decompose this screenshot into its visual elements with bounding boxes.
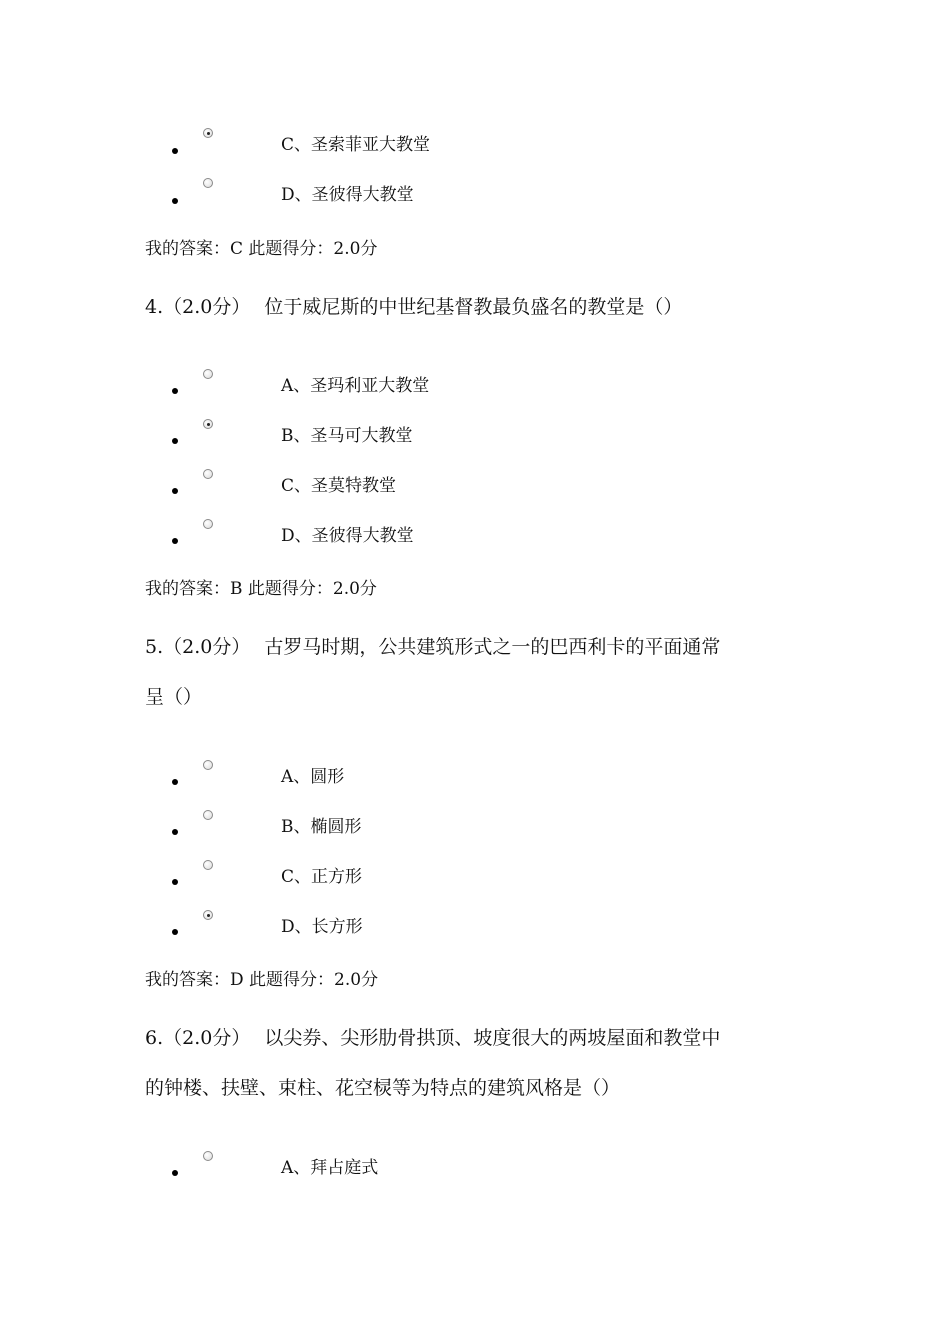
q5-question-line1 xyxy=(145,635,720,659)
radio-unselected-icon[interactable] xyxy=(203,860,213,870)
list-bullet xyxy=(172,538,178,544)
option-label: A、圣玛利亚大教堂 xyxy=(281,376,430,396)
question-text: 古罗马时期，公共建筑形式之一的巴西利卡的平面通常 xyxy=(264,636,721,658)
list-bullet xyxy=(172,148,178,154)
q4-question xyxy=(145,295,682,319)
question-text: 以尖券、尖形肋骨拱顶、坡度很大的两坡屋面和教堂中 xyxy=(264,1027,721,1049)
radio-unselected-icon[interactable] xyxy=(203,1151,213,1161)
option-label: A、拜占庭式 xyxy=(281,1158,379,1178)
question-number: 4. xyxy=(145,296,164,318)
list-bullet xyxy=(172,1170,178,1176)
radio-selected-icon[interactable] xyxy=(203,128,213,138)
list-bullet xyxy=(172,438,178,444)
q5-question-line2: 呈（） xyxy=(145,686,203,708)
list-bullet xyxy=(172,388,178,394)
question-number: 5. xyxy=(145,636,164,658)
radio-selected-icon[interactable] xyxy=(203,910,213,920)
radio-unselected-icon[interactable] xyxy=(203,519,213,529)
option-label: B、圣马可大教堂 xyxy=(281,426,413,446)
radio-unselected-icon[interactable] xyxy=(203,469,213,479)
radio-unselected-icon[interactable] xyxy=(203,810,213,820)
q3-answer: 我的答案：C 此题得分：2.0分 xyxy=(145,239,378,259)
question-number: 6. xyxy=(145,1027,164,1049)
option-label: C、正方形 xyxy=(281,867,363,887)
radio-unselected-icon[interactable] xyxy=(203,369,213,379)
radio-unselected-icon[interactable] xyxy=(203,178,213,188)
question-score: （2.0分） xyxy=(163,296,251,318)
question-score: （2.0分） xyxy=(163,636,251,658)
list-bullet xyxy=(172,929,178,935)
question-text: 位于威尼斯的中世纪基督教最负盛名的教堂是（） xyxy=(264,296,683,318)
option-label: D、圣彼得大教堂 xyxy=(281,526,414,546)
q4-answer: 我的答案：B 此题得分：2.0分 xyxy=(145,579,377,599)
question-score: （2.0分） xyxy=(163,1027,251,1049)
list-bullet xyxy=(172,198,178,204)
option-label: C、圣莫特教堂 xyxy=(281,476,397,496)
list-bullet xyxy=(172,829,178,835)
q6-question-line2: 的钟楼、扶壁、束柱、花空棂等为特点的建筑风格是（） xyxy=(145,1077,621,1099)
option-label: C、圣索菲亚大教堂 xyxy=(281,135,431,155)
option-label: B、椭圆形 xyxy=(281,817,362,837)
option-label: D、圣彼得大教堂 xyxy=(281,185,414,205)
option-label: D、长方形 xyxy=(281,917,363,937)
q6-question-line1 xyxy=(145,1026,720,1050)
option-label: A、圆形 xyxy=(281,767,345,787)
list-bullet xyxy=(172,779,178,785)
list-bullet xyxy=(172,879,178,885)
q5-answer: 我的答案：D 此题得分：2.0分 xyxy=(145,970,379,990)
list-bullet xyxy=(172,488,178,494)
radio-selected-icon[interactable] xyxy=(203,419,213,429)
radio-unselected-icon[interactable] xyxy=(203,760,213,770)
